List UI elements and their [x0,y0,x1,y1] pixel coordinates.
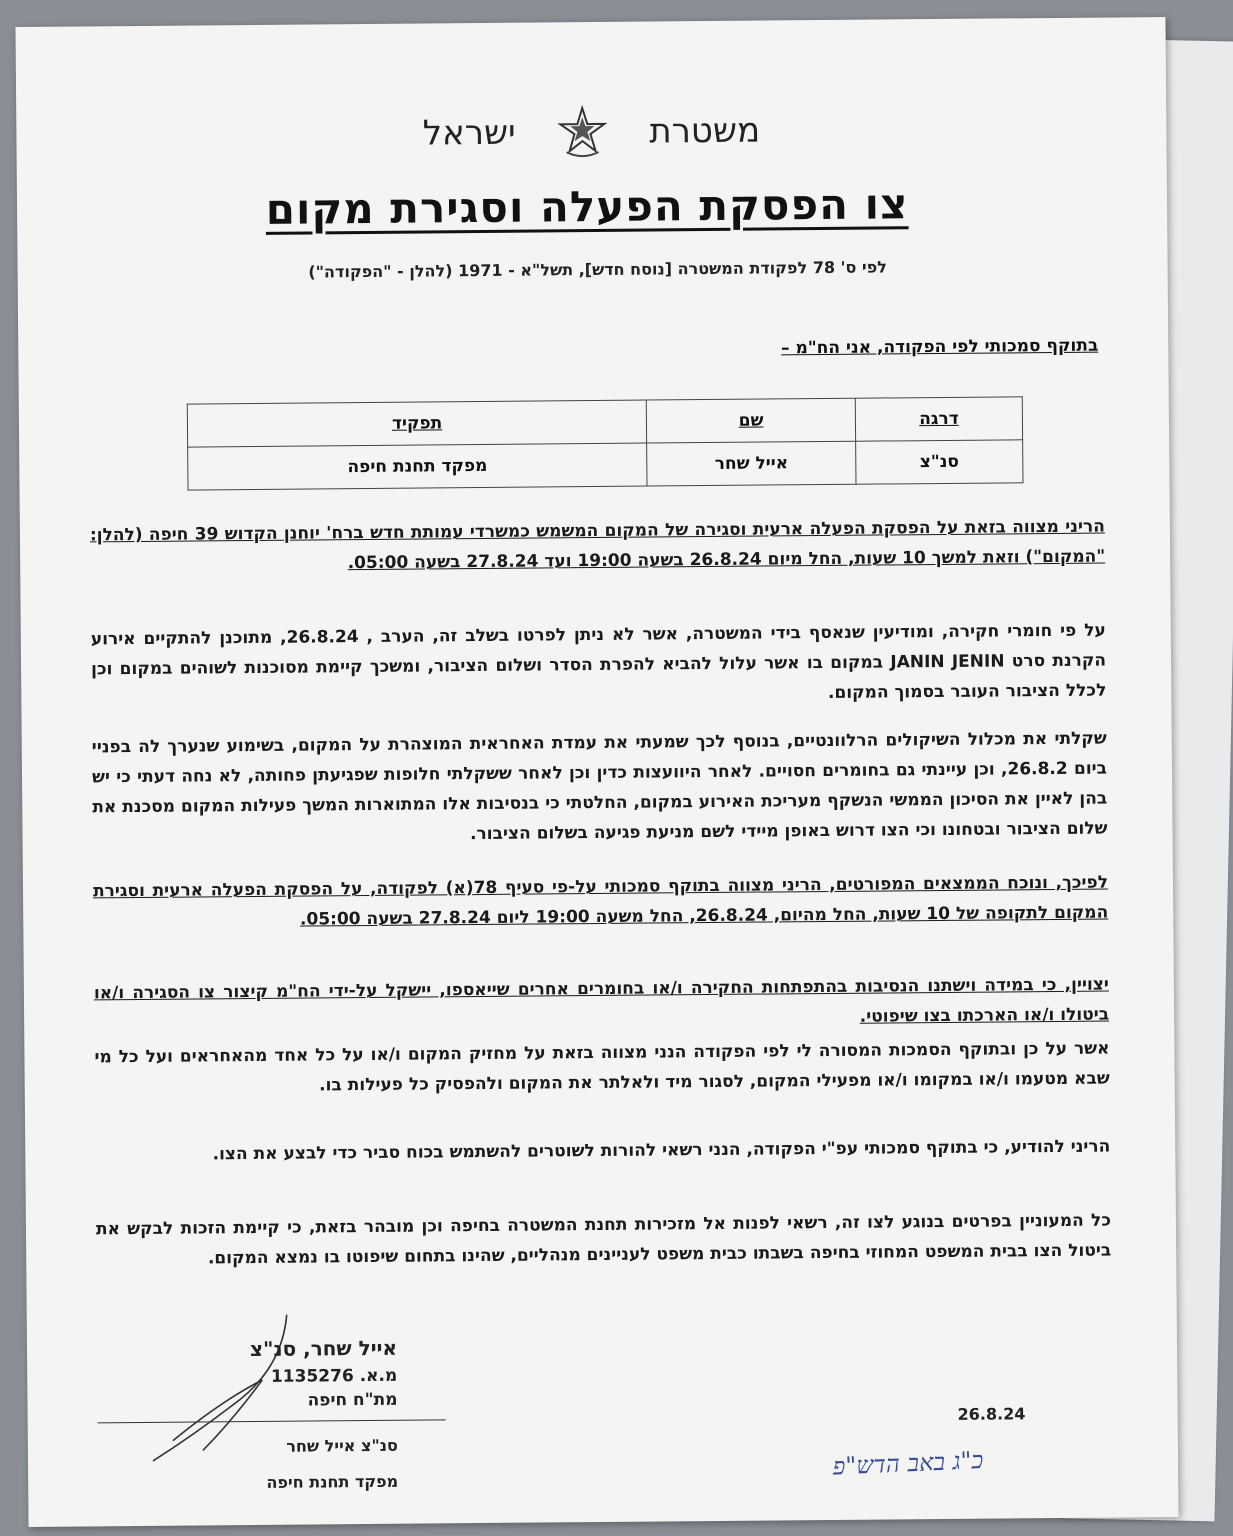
paragraph-order: הריני מצווה בזאת על הפסקת הפעלה ארעית וסגירה של המקום המשמש כמשרדי עמותת חדש ברח' יוחנן הקדוש 39 חיפה (להלן: "המקום") וזאת למשך 10 שעות, החל מיום 26.8.24 בשעה 19:00 ועד 27.8.24 בשעה 05:00. [89,516,1106,574]
authority-line: בתוקף סמכותי לפי הפקודה, אני הח"מ – [781,335,1099,359]
header-rank: דרגה [855,397,1022,441]
document-page [15,17,1178,1527]
document-title: צו הפסקת הפעלה וסגירת מקום [265,179,909,234]
cell-role: מפקד תחנת חיפה [188,443,648,490]
stamp-id: מ.א. 1135276 [270,1365,398,1387]
letterhead-right-word: משטרת [649,110,761,152]
officer-table [187,396,1024,490]
paragraph-note: יצויין, כי במידה וישתנו הנסיבות בהתפתחות החקירה ו/או בחומרים אחרים שייאספו, יישקל על-ידי הח"מ קיצור צו הסגירה ו/או ביטולו ו/או הארכתו בצו שיפוטי. [93,974,1110,1027]
handwritten-note: כ"ג באב הדש"פ [832,1446,984,1481]
document-subtitle: לפי ס' 78 לפקודת המשטרה [נוסח חדש], תשל"א - 1971 (להלן - "הפקודה") [308,257,887,282]
cell-name: אייל שחר [647,441,856,486]
signature-rank-name: סנ"צ אייל שחר [286,1435,398,1456]
signature-role: מפקד תחנת חיפה [266,1471,399,1492]
stamp-unit: מת"ח חיפה [307,1389,398,1411]
officer-table-header-row [187,397,1022,447]
police-star-emblem-icon [554,104,610,160]
cell-rank: סנ"צ [856,440,1023,484]
letterhead-left-word: ישראל [422,112,516,154]
header-name: שם [647,398,856,443]
paragraph-appeal: כל המעוניין בפרטים בנוגע לצו זה, רשאי לפנות אל מזכירות תחנת המשטרה בחיפה וכן מובהר בזאת, כי קיימת הזכות לבקש את ביטול הצו בבית המשפט המחוזי בחיפה בשבתו כבית משפט לעניינים מנהליים, שהינו בתחום שיפוטו בו נמצא המקום. [95,1210,1112,1269]
officer-table-row [188,440,1023,490]
stamp-name: אייל שחר, סנ"צ [249,1335,398,1362]
letterhead [16,99,1166,165]
paragraph-intel: על פי חומרי חקירה, ומודיעין שנאסף בידי המשטרה, אשר לא ניתן לפרטו בשלב זה, הערב , 26.8.24, מתוכנן להתקיים אירוע הקרנת סרט JANIN JENIN במקום בו אשר עלול להביא להפרת הסדר ושלום הציבור, ומשכך קיימת מסוכנות לשוהים במקום וכן לכלל הציבור העובר בסמוך המקום. [90,620,1107,703]
paragraph-therefore: לפיכך, ונוכח הממצאים המפורטים, הריני מצווה בתוקף סמכותי על-פי סעיף 78(א) לפקודה, על הפסקת הפעלה ארעית וסגירת המקום לתקופה של 10 שעות, החל מהיום, 26.8.24, החל משעה 19:00 ליום 27.8.24 בשעה 05:00. [92,872,1109,930]
paragraph-considerations: שקלתי את מכלול השיקולים הרלוונטיים, בנוסף לכך שמעתי את עמדת האחראית המוצהרת על המקום, בשימוע שנערך לה בפניי ביום 26.8.2, וכן עיינתי גם בחומרים חסויים. לאחר היוועצות כדין וכן לאחר ששקלתי חלופות שפגיעתן פחותה, לא נחה דעתי כי יש בהן לאיין את הסיכון הממשי הנשקף מעריכת האירוע במקום, החלטתי כי בנסיבות אלו המתוארות המשך פעילות המקום מסכנת את שלום הציבור ובטחונו וכי הצו דרוש באופן מיידי לשם מניעת פגיעה בשלום הציבור. [91,728,1108,845]
paragraph-force: הריני להודיע, כי בתוקף סמכותי עפ"י הפקודה, הנני רשאי להורות לשוטרים להשתמש בכוח סביר כדי לבצע את הצו. [212,1136,1111,1165]
paragraph-closure: אשר על כן ובתוקף הסמכות המסורה לי לפי הפקודה הנני מצווה בזאת על מחזיק המקום ו/או על כל אחד מהאחראים ועל כל מי שבא מטעמו ו/או במקומו ו/או מפעילי המקום, לסגור מיד ולאלתר את המקום ולהפסיק כל פעילות בו. [94,1038,1110,1096]
document-date: 26.8.24 [957,1404,1026,1424]
header-role: תפקיד [187,400,647,447]
